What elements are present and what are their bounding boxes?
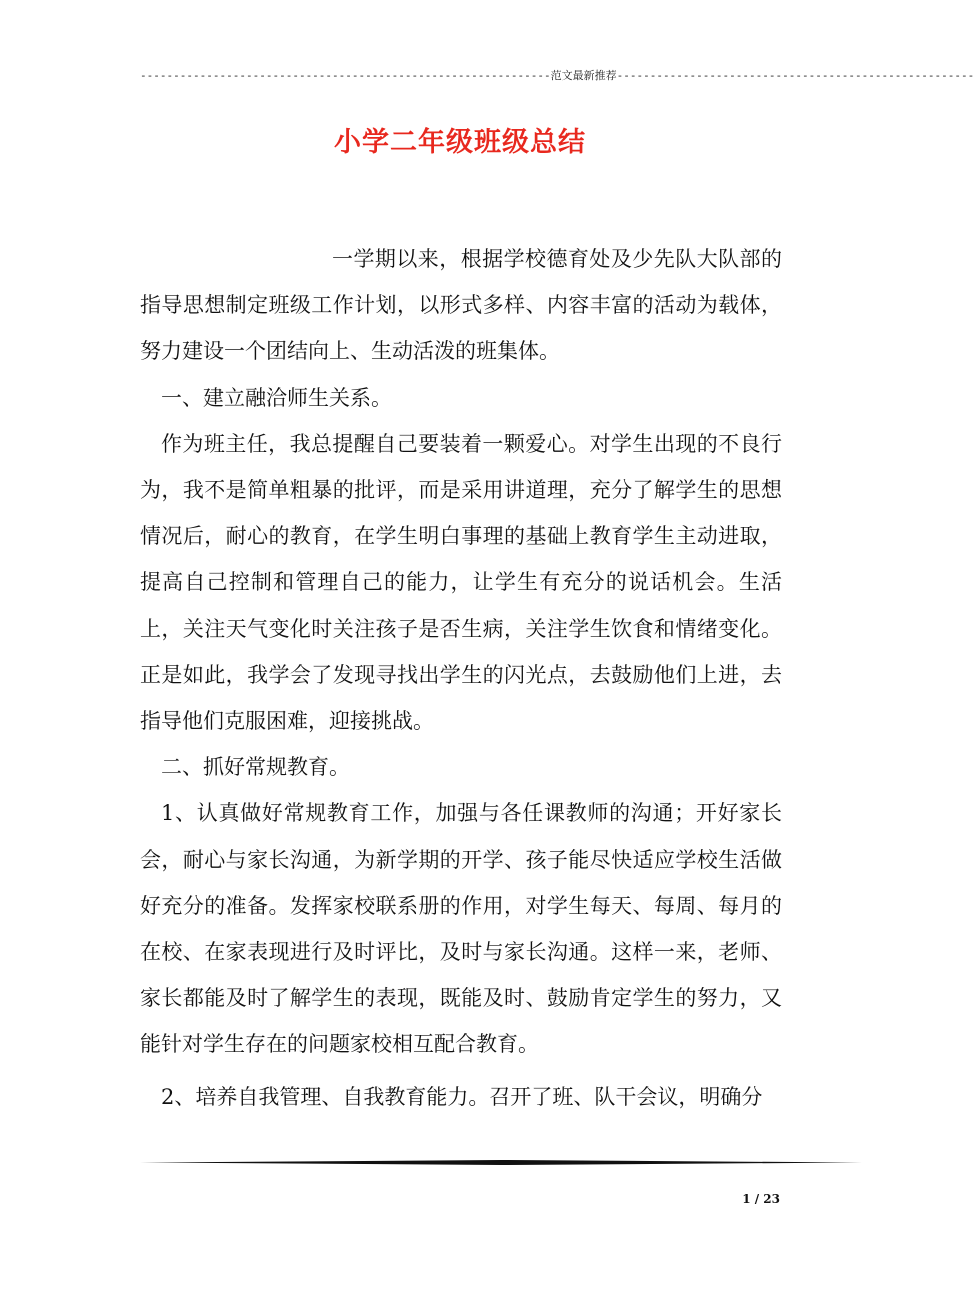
body-paragraph: 1、认真做好常规教育工作，加强与各任课教师的沟通；开好家长会，耐心与家长沟通，为新学期的开学、孩子能尽快适应学校生活做好充分的准备。发挥家校联系册的作用，对学生每天、每周、每月的在校、在家表现进行及时评比，及时与家长沟通。这样一来，老师、家长都能及时了解学生的表现，既能及时、鼓励肯定学生的努力，又能针对学生存在的问题家校相互配合教育。 — [140, 801, 782, 1057]
body-paragraph: 作为班主任，我总提醒自己要装着一颗爱心。对学生出现的不良行为，我不是简单粗暴的批评，而是采用讲道理，充分了解学生的思想情况后，耐心的教育，在学生明白事理的基础上教育学生主动进取，提高自己控制和管理自己的能力，让学生有充分的说话机会。生活上，关注天气变化时关注孩子是否生病，关注学生饮食和情绪变化。正是如此，我学会了发现寻找出学生的闪光点，去鼓励他们上进，去指导他们克服困难，迎接挑战。 — [140, 431, 782, 734]
body-paragraph: 2、培养自我管理、自我教育能力。召开了班、队干会议，明确分 — [161, 1084, 763, 1109]
header-banner: --------------------------------------------------------------范文最新推荐------------------------------------------------------ — [140, 69, 974, 82]
document-body — [140, 236, 782, 1120]
footer-divider — [140, 1160, 862, 1165]
section-heading-2: 二、抓好常规教育。 — [161, 755, 350, 780]
page-number: 1 / 23 — [742, 1192, 780, 1206]
document-title: 小学二年级班级总结 — [334, 127, 586, 158]
section-heading-1: 一、建立融洽师生关系。 — [161, 385, 392, 410]
intro-paragraph: 一学期以来，根据学校德育处及少先队大队部的指导思想制定班级工作计划，以形式多样、内容丰富的活动为载体，努力建设一个团结向上、生动活泼的班集体。 — [140, 247, 782, 364]
